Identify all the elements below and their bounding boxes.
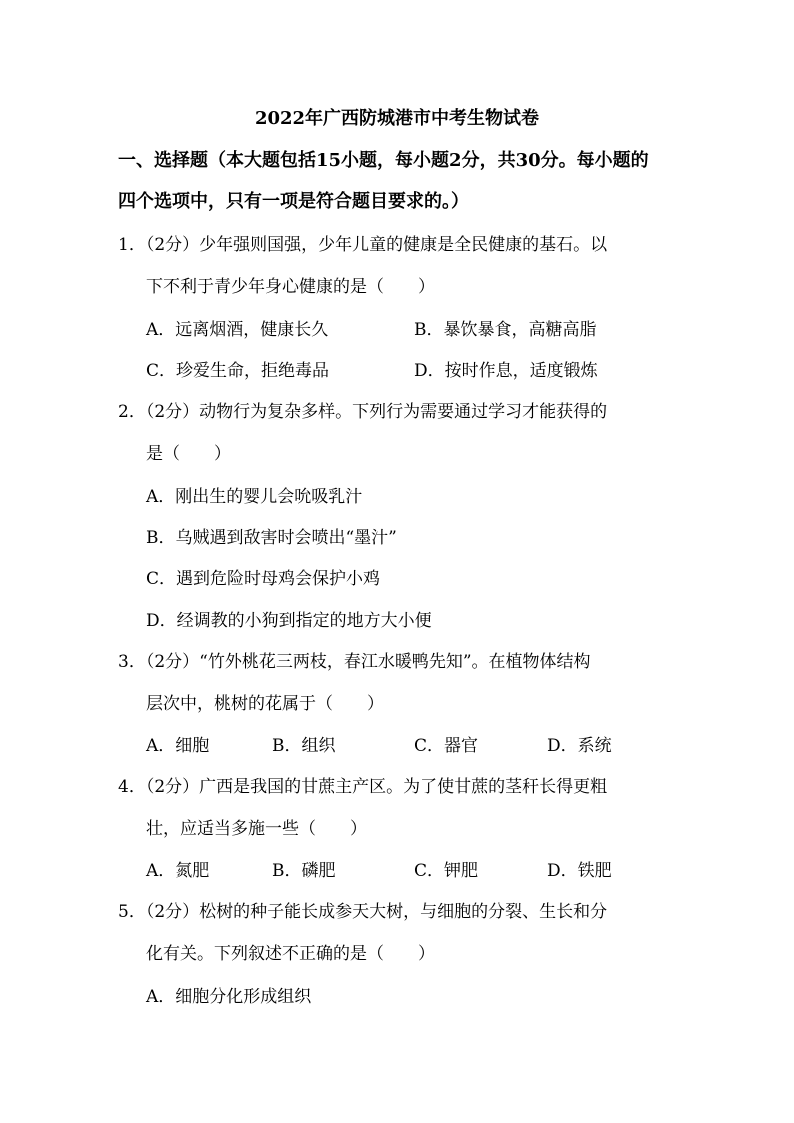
question-4-stem: 4．（2分）广西是我国的甘蔗主产区。为了使甘蔗的茎秆长得更粗 bbox=[118, 777, 608, 797]
question-3-option-d[interactable]: D．系统 bbox=[547, 736, 612, 756]
question-2-stem-cont: 是（ ） bbox=[146, 444, 231, 464]
question-2-stem: 2．（2分）动物行为复杂多样。下列行为需要通过学习才能获得的 bbox=[118, 402, 608, 422]
question-3-option-a[interactable]: A．细胞 bbox=[146, 736, 210, 756]
page-title: 2022年广西防城港市中考生物试卷 bbox=[254, 108, 540, 129]
question-4-option-b[interactable]: B．磷肥 bbox=[272, 861, 336, 881]
question-2-option-d[interactable]: D．经调教的小狗到指定的地方大小便 bbox=[146, 611, 432, 631]
question-3-stem: 3．（2分）“竹外桃花三两枝，春江水暖鸭先知”。在植物体结构 bbox=[118, 652, 591, 672]
question-3-option-c[interactable]: C．器官 bbox=[414, 736, 479, 756]
question-1-option-b[interactable]: B．暴饮暴食，高糖高脂 bbox=[414, 320, 597, 340]
section-heading bbox=[118, 140, 688, 222]
question-4-option-d[interactable]: D．铁肥 bbox=[547, 861, 612, 881]
question-1-option-d[interactable]: D．按时作息，适度锻炼 bbox=[414, 361, 598, 381]
question-4-option-a[interactable]: A．氮肥 bbox=[146, 861, 210, 881]
question-1-option-a[interactable]: A．远离烟酒，健康长久 bbox=[146, 320, 329, 340]
question-4-option-c[interactable]: C．钾肥 bbox=[414, 861, 479, 881]
question-3-stem-cont: 层次中，桃树的花属于（ ） bbox=[146, 694, 384, 714]
question-4-stem-cont: 壮，应适当多施一些（ ） bbox=[146, 819, 367, 839]
question-5-option-a[interactable]: A．细胞分化形成组织 bbox=[146, 987, 312, 1007]
question-2-option-a[interactable]: A．刚出生的婴儿会吮吸乳汁 bbox=[146, 487, 363, 507]
question-1-stem: 1．（2分）少年强则国强，少年儿童的健康是全民健康的基石。以 bbox=[118, 235, 608, 255]
question-1-stem-cont: 下不利于青少年身心健康的是（ ） bbox=[146, 277, 435, 297]
question-3-option-b[interactable]: B．组织 bbox=[272, 736, 336, 756]
question-1-option-c[interactable]: C．珍爱生命，拒绝毒品 bbox=[146, 361, 330, 381]
question-5-stem-cont: 化有关。下列叙述不正确的是（ ） bbox=[146, 944, 435, 964]
question-2-option-b[interactable]: B．乌贼遇到敌害时会喷出“墨汁” bbox=[146, 528, 397, 548]
question-5-stem: 5．（2分）松树的种子能长成参天大树，与细胞的分裂、生长和分 bbox=[118, 902, 608, 922]
section-heading-line-1: 一、选择题（本大题包括15小题，每小题2分，共30分。每小题的 bbox=[118, 150, 649, 171]
question-2-option-c[interactable]: C．遇到危险时母鸡会保护小鸡 bbox=[146, 569, 381, 589]
section-heading-line-2: 四个选项中，只有一项是符合题目要求的。） bbox=[118, 191, 469, 212]
